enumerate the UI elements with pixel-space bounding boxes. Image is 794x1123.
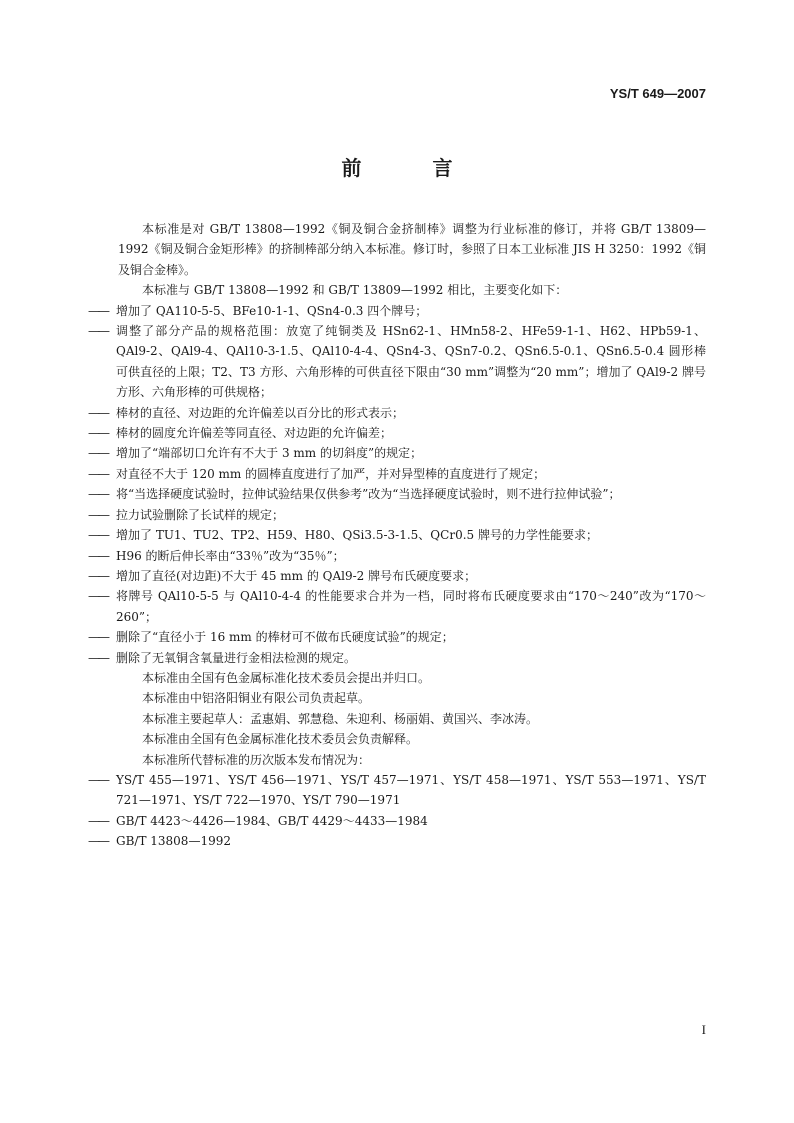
- list-item-text: 增加了 TU1、TU2、TP2、H59、H80、QSi3.5-3-1.5、QCr0.5 牌号的力学性能要求；: [116, 528, 598, 543]
- list-item: [88, 484, 706, 504]
- list-item-text: 增加了 QA110-5-5、BFe10-1-1、QSn4-0.3 四个牌号；: [116, 303, 428, 318]
- list-item: [88, 566, 706, 586]
- dash-marker: ——: [88, 568, 108, 583]
- list-item: [88, 443, 706, 463]
- dash-marker: ——: [88, 487, 108, 502]
- intro-paragraph-2: 本标准与 GB/T 13808—1992 和 GB/T 13809—1992 相比，主要变化如下：: [142, 283, 568, 298]
- statement-drafters: 本标准主要起草人：孟惠娟、郭慧稳、朱迎利、杨丽娟、黄国兴、李冰涛。: [142, 711, 539, 726]
- list-item-text: 增加了直径(对边距)不大于 45 mm 的 QAl9-2 牌号布氏硬度要求；: [116, 568, 477, 583]
- dash-marker: ——: [88, 303, 108, 318]
- list-item: [88, 403, 706, 423]
- list-item: [88, 423, 706, 443]
- dash-marker: ——: [88, 834, 108, 849]
- dash-marker: ——: [88, 507, 108, 522]
- standard-code: YS/T 649—2007: [609, 86, 706, 101]
- list-item-text: 棒材的圆度允许偏差等同直径、对边距的允许偏差；: [116, 426, 393, 441]
- list-item-text: YS/T 455—1971、YS/T 456—1971、YS/T 457—1971、YS/T 458—1971、YS/T 553—1971、YS/T 721—1971、YS/T 722—1970、YS/T 790—1971: [116, 772, 706, 808]
- dash-marker: ——: [88, 426, 108, 441]
- list-item-text: 对直径不大于 120 mm 的圆棒直度进行了加严，并对异型棒的直度进行了规定；: [116, 466, 546, 481]
- list-item-text: GB/T 4423～4426—1984、GB/T 4429～4433—1984: [116, 813, 428, 828]
- dash-marker: ——: [88, 772, 108, 787]
- dash-marker: ——: [88, 630, 108, 645]
- list-item: [88, 586, 706, 627]
- page-number: I: [701, 1022, 706, 1037]
- dash-marker: ——: [88, 446, 108, 461]
- dash-marker: ——: [88, 589, 108, 604]
- list-item-text: 删除了“直径小于 16 mm 的棒材可不做布氏硬度试验”的规定；: [116, 630, 454, 645]
- list-item-text: 棒材的直径、对边距的允许偏差以百分比的形式表示；: [116, 405, 405, 420]
- intro-paragraph-1: 本标准是对 GB/T 13808—1992《铜及铜合金挤制棒》调整为行业标准的修订，并将 GB/T 13809—1992《铜及铜合金矩形棒》的挤制棒部分纳入本标准。修订时，参照了日本工业标准 JIS H 3250：1992《铜及铜合金棒》。: [118, 222, 706, 277]
- list-item-text: 拉力试验删除了长试样的规定；: [116, 507, 285, 522]
- statement-proposer: 本标准由全国有色金属标准化技术委员会提出并归口。: [142, 670, 431, 685]
- dash-marker: ——: [88, 324, 108, 339]
- list-item: [88, 301, 706, 321]
- list-item: [88, 464, 706, 484]
- dash-marker: ——: [88, 548, 108, 563]
- statement-interpretation: 本标准由全国有色金属标准化技术委员会负责解释。: [142, 732, 419, 747]
- list-item: [88, 811, 706, 831]
- list-item: [88, 546, 706, 566]
- dash-marker: ——: [88, 813, 108, 828]
- list-item: [88, 831, 706, 851]
- list-item: [88, 627, 706, 647]
- list-item-text: H96 的断后伸长率由“33％”改为“35％”；: [116, 548, 345, 563]
- dash-marker: ——: [88, 405, 108, 420]
- list-item-text: 将牌号 QAl10-5-5 与 QAl10-4-4 的性能要求合并为一档，同时将布氏硬度要求由“170～240”改为“170～260”；: [116, 589, 706, 624]
- dash-marker: ——: [88, 466, 108, 481]
- list-item-text: GB/T 13808—1992: [116, 834, 231, 849]
- foreword-body: [88, 219, 706, 852]
- history-list: [88, 770, 706, 852]
- list-item-text: 增加了“端部切口允许有不大于 3 mm 的切斜度”的规定；: [116, 446, 423, 461]
- statement-history-intro: 本标准所代替标准的历次版本发布情况为：: [142, 752, 371, 767]
- list-item: [88, 505, 706, 525]
- dash-marker: ——: [88, 650, 108, 665]
- list-item-text: 调整了部分产品的规格范围：放宽了纯铜类及 HSn62-1、HMn58-2、HFe59-1-1、H62、HPb59-1、QAl9-2、QAl9-4、QAl10-3-1.5、QAl10-4-4、QSn4-3、QSn7-0.2、QSn6.5-0.1、QSn6.5-0.4 圆形棒可供直径的上限；T2、T3 方形、六角形棒的可供直径下限由“30 mm”调整为“20 mm”；增加了 QAl9-2 牌号方形、六角形棒的可供规格；: [116, 324, 706, 400]
- list-item: [88, 770, 706, 811]
- page-title: 前 言: [341, 156, 485, 180]
- dash-marker: ——: [88, 528, 108, 543]
- list-item-text: 删除了无氧铜含氧量进行金相法检测的规定。: [116, 650, 357, 665]
- changes-list: [88, 301, 706, 668]
- list-item-text: 将“当选择硬度试验时，拉伸试验结果仅供参考”改为“当选择硬度试验时，则不进行拉伸试验”；: [116, 487, 621, 502]
- statement-drafter-org: 本标准由中铝洛阳铜业有限公司负责起草。: [142, 691, 371, 706]
- list-item: [88, 321, 706, 403]
- list-item: [88, 648, 706, 668]
- list-item: [88, 525, 706, 545]
